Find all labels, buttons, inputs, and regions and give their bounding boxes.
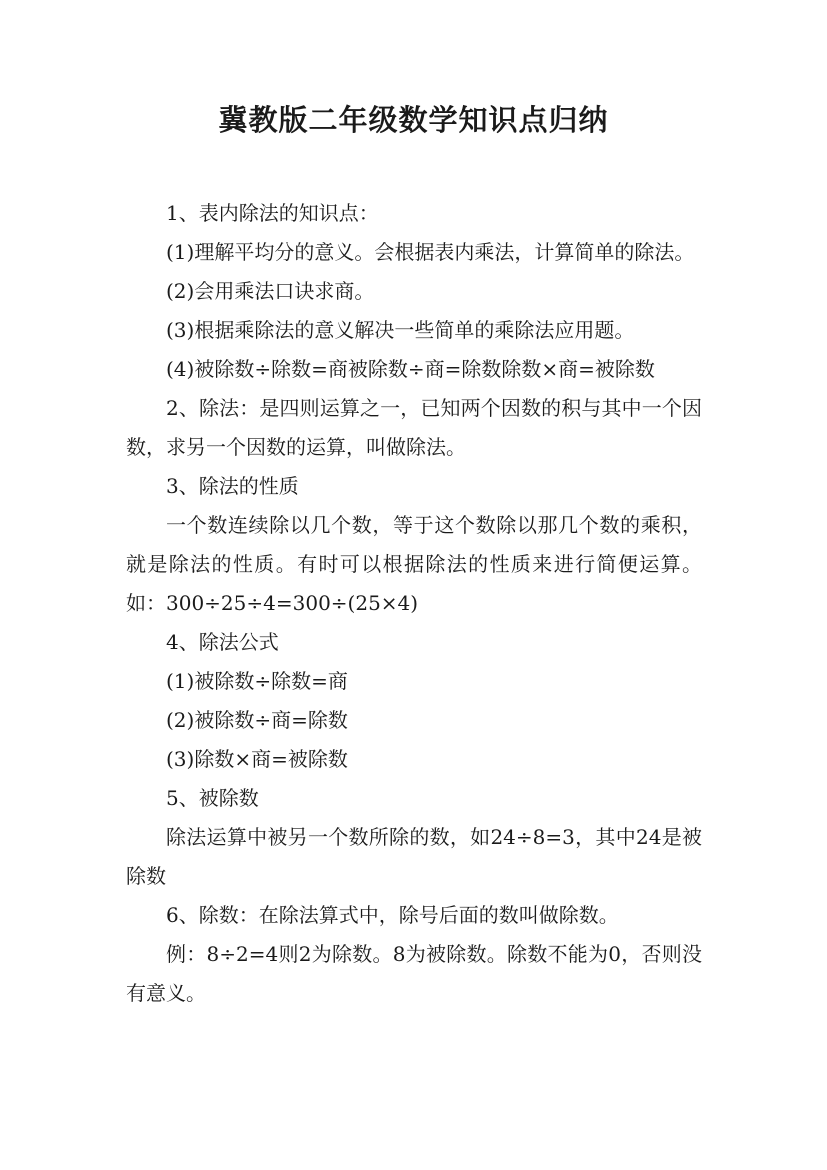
definition-division: 2、除法：是四则运算之一，已知两个因数的积与其中一个因数，求另一个因数的运算，叫做除法。 bbox=[126, 396, 702, 459]
list-item: (4)被除数÷除数=商被除数÷商=除数除数×商=被除数 bbox=[166, 357, 655, 381]
section-heading-division-property: 3、除法的性质 bbox=[166, 474, 299, 498]
section-heading-dividend: 5、被除数 bbox=[166, 786, 259, 810]
list-item: (3)除数×商=被除数 bbox=[166, 747, 348, 771]
section-heading-division-table: 1、表内除法的知识点： bbox=[166, 201, 379, 225]
list-item: (1)理解平均分的意义。会根据表内乘法，计算简单的除法。 bbox=[166, 240, 695, 264]
list-item: (2)会用乘法口诀求商。 bbox=[166, 279, 375, 303]
example-divisor: 例：8÷2=4则2为除数。8为被除数。除数不能为0，否则没有意义。 bbox=[126, 942, 702, 1005]
definition-divisor: 6、除数：在除法算式中，除号后面的数叫做除数。 bbox=[166, 903, 619, 927]
list-item: (3)根据乘除法的意义解决一些简单的乘除法应用题。 bbox=[166, 318, 635, 342]
paragraph-division-property: 一个数连续除以几个数，等于这个数除以那几个数的乘积，就是除法的性质。有时可以根据除法的性质来进行简便运算。如：300÷25÷4=300÷(25×4) bbox=[126, 513, 702, 615]
list-item: (1)被除数÷除数=商 bbox=[166, 669, 348, 693]
paragraph-dividend: 除法运算中被另一个数所除的数，如24÷8=3，其中24是被除数 bbox=[126, 825, 702, 888]
document-body bbox=[126, 194, 702, 1013]
page-title: 冀教版二年级数学知识点归纳 bbox=[218, 103, 609, 137]
section-heading-division-formula: 4、除法公式 bbox=[166, 630, 279, 654]
list-item: (2)被除数÷商=除数 bbox=[166, 708, 348, 732]
